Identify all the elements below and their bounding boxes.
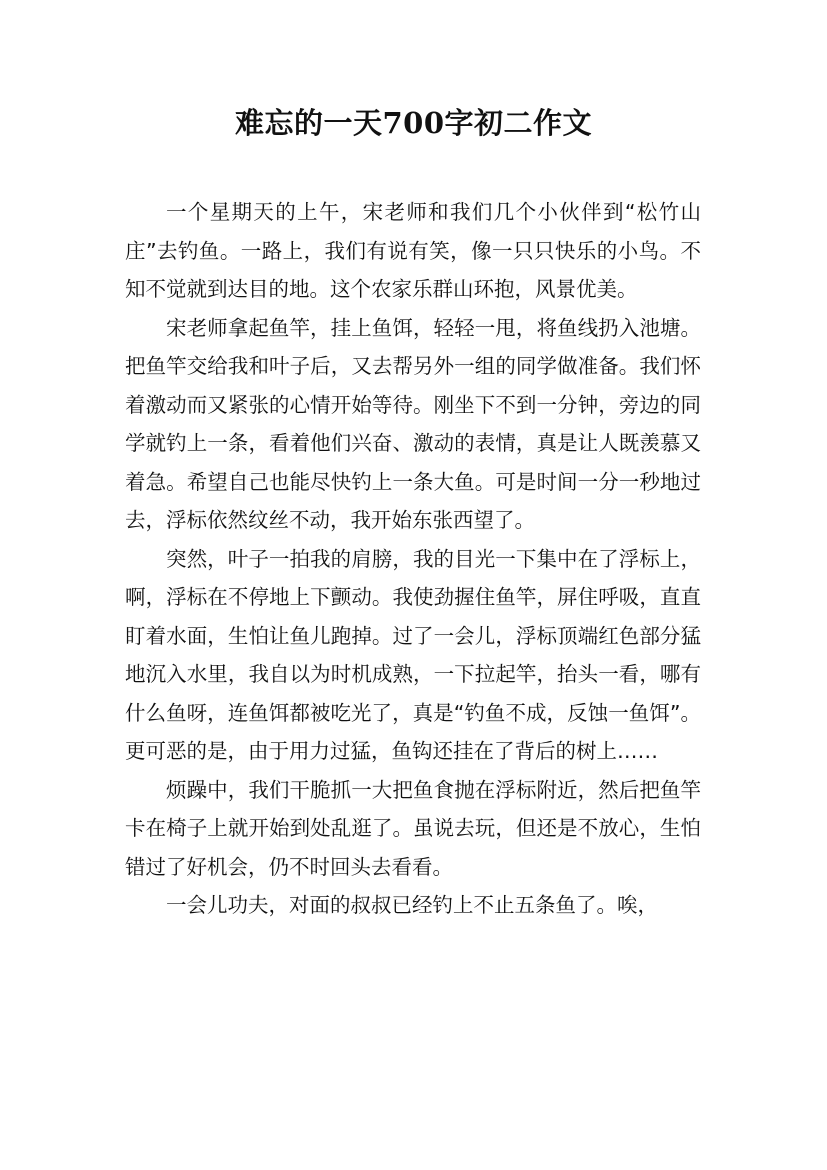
paragraph: 突然，叶子一拍我的肩膀，我的目光一下集中在了浮标上，啊，浮标在不停地上下颤动。我使劲握住鱼竿，屏住呼吸，直直盯着水面，生怕让鱼儿跑掉。过了一会儿，浮标顶端红色部分猛地沉入水里，我自以为时机成熟，一下拉起竿，抬头一看，哪有什么鱼呀，连鱼饵都被吃光了，真是“钓鱼不成，反蚀一鱼饵”。更可恶的是，由于用力过猛，鱼钩还挂在了背后的树上……: [125, 546, 701, 763]
paragraph: 一个星期天的上午，宋老师和我们几个小伙伴到“松竹山庄”去钓鱼。一路上，我们有说有笑，像一只只快乐的小鸟。不知不觉就到达目的地。这个农家乐群山环抱，风景优美。: [125, 200, 701, 301]
page-title: 难忘的一天700字初二作文: [234, 106, 593, 140]
paragraph: 宋老师拿起鱼竿，挂上鱼饵，轻轻一甩，将鱼线扔入池塘。把鱼竿交给我和叶子后，又去帮另外一组的同学做准备。我们怀着激动而又紧张的心情开始等待。刚坐下不到一分钟，旁边的同学就钓上一条，看着他们兴奋、激动的表情，真是让人既羡慕又着急。希望自己也能尽快钓上一条大鱼。可是时间一分一秒地过去，浮标依然纹丝不动，我开始东张西望了。: [125, 315, 701, 532]
essay-body: [125, 193, 701, 925]
paragraph: 烦躁中，我们干脆抓一大把鱼食抛在浮标附近，然后把鱼竿卡在椅子上就开始到处乱逛了。虽说去玩，但还是不放心，生怕错过了好机会，仍不时回头去看看。: [125, 777, 701, 879]
paragraph: 一会儿功夫，对面的叔叔已经钓上不止五条鱼了。唉，: [166, 893, 658, 917]
